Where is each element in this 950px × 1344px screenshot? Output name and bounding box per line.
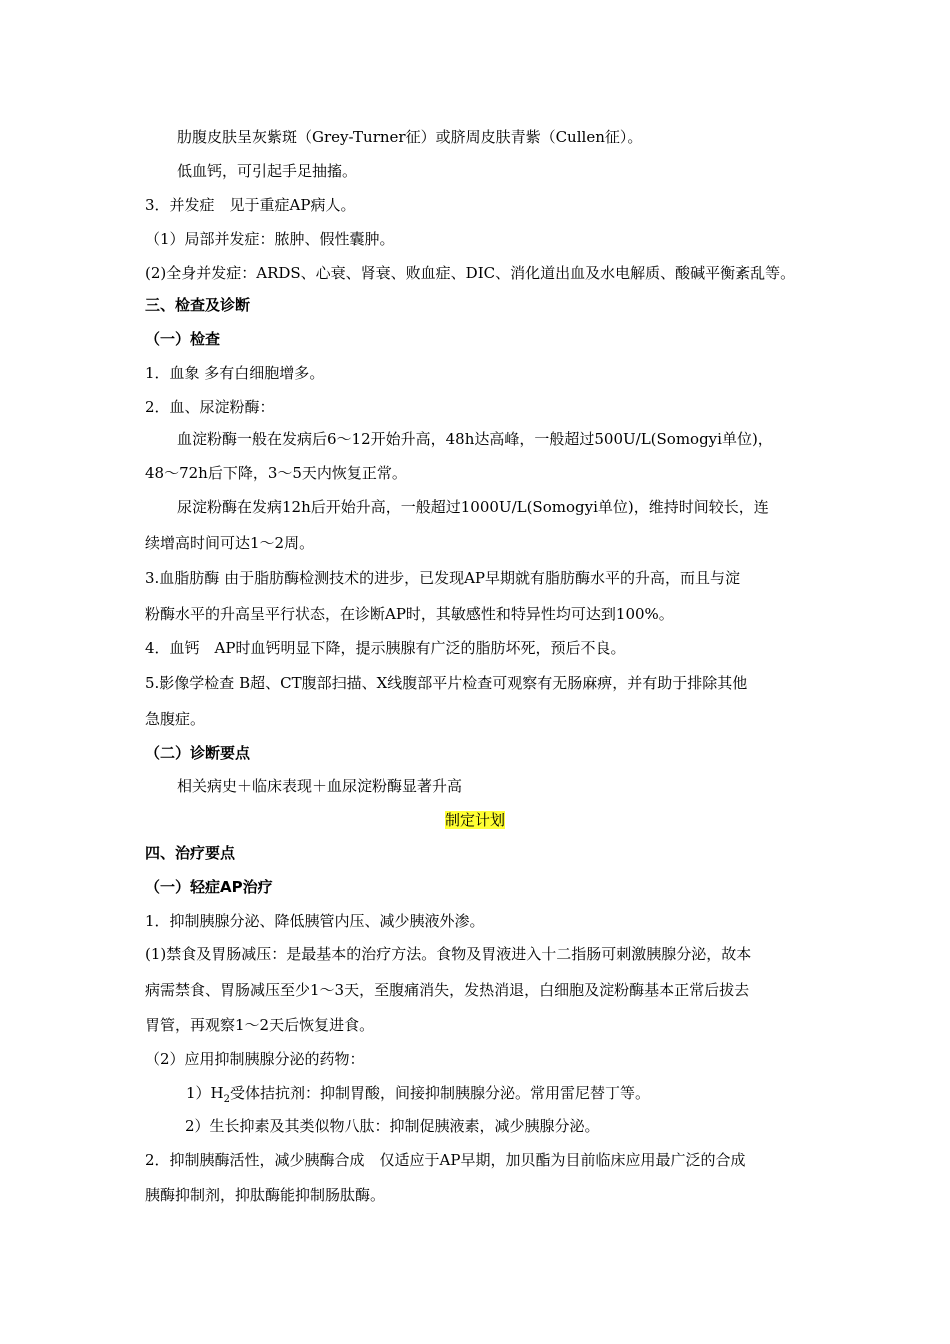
paragraph: 粉酶水平的升高呈平行状态，在诊断AP时，其敏感性和特异性均可达到100%。 bbox=[145, 605, 674, 623]
list-item: 2．抑制胰酶活性，减少胰酶合成 仅适应于AP早期，加贝酯为目前临床应用最广泛的合成 bbox=[145, 1151, 746, 1169]
list-item: 3．并发症 见于重症AP病人。 bbox=[145, 196, 356, 214]
list-item: 2）生长抑素及其类似物八肽：抑制促胰液素，减少胰腺分泌。 bbox=[185, 1117, 600, 1135]
paragraph: 尿淀粉酶在发病12h后开始升高，一般超过1000U/L(Somogyi单位)，维持时间较长，连 bbox=[177, 498, 769, 516]
item-text: 受体拮抗剂：抑制胃酸，间接抑制胰腺分泌。常用雷尼替丁等。 bbox=[230, 1084, 651, 1102]
paragraph: 续增高时间可达1～2周。 bbox=[145, 534, 315, 552]
highlight-text: 制定计划 bbox=[444, 811, 505, 829]
paragraph: 低血钙，可引起手足抽搐。 bbox=[177, 162, 358, 180]
list-item bbox=[186, 1083, 846, 1103]
list-item: (2)全身并发症：ARDS、心衰、肾衰、败血症、DIC、消化道出血及水电解质、酸碱平衡紊乱等。 bbox=[145, 264, 796, 282]
list-item: 4．血钙 AP时血钙明显下降，提示胰腺有广泛的脂肪坏死，预后不良。 bbox=[145, 639, 626, 657]
paragraph: 相关病史＋临床表现＋血尿淀粉酶显著升高 bbox=[177, 777, 463, 795]
subsection-heading: （一）检查 bbox=[145, 330, 221, 348]
subscript: 2 bbox=[223, 1094, 230, 1105]
list-item: 1．抑制胰腺分泌、降低胰管内压、减少胰液外渗。 bbox=[145, 912, 485, 930]
list-item: 3.血脂肪酶 由于脂肪酶检测技术的进步，已发现AP早期就有脂肪酶水平的升高，而且与淀 bbox=[145, 569, 741, 587]
list-item: (1)禁食及胃肠减压：是最基本的治疗方法。食物及胃液进入十二指肠可刺激胰腺分泌，故本 bbox=[145, 945, 752, 963]
section-heading: 三、检查及诊断 bbox=[145, 296, 251, 314]
section-heading: 四、治疗要点 bbox=[145, 844, 236, 862]
paragraph: 胃管，再观察1～2天后恢复进食。 bbox=[145, 1016, 375, 1034]
paragraph: 病需禁食、胃肠减压至少1～3天，至腹痛消失，发热消退，白细胞及淀粉酶基本正常后拔去 bbox=[145, 981, 750, 999]
paragraph: 胰酶抑制剂，抑肽酶能抑制肠肽酶。 bbox=[145, 1186, 386, 1204]
list-item: 5.影像学检查 B超、CT腹部扫描、X线腹部平片检查可观察有无肠麻痹，并有助于排除其他 bbox=[145, 674, 748, 692]
paragraph: 急腹症。 bbox=[145, 710, 206, 728]
highlighted-title bbox=[0, 810, 950, 830]
list-item: （2）应用抑制胰腺分泌的药物： bbox=[145, 1050, 365, 1068]
list-item: 2．血、尿淀粉酶： bbox=[145, 398, 275, 416]
item-prefix: 1）H bbox=[186, 1084, 224, 1102]
paragraph: 肋腹皮肤呈灰紫斑（Grey-Turner征）或脐周皮肤青紫（Cullen征）。 bbox=[177, 128, 643, 146]
list-item: 1．血象 多有白细胞增多。 bbox=[145, 364, 325, 382]
subsection-heading: （二）诊断要点 bbox=[145, 744, 251, 762]
list-item: （1）局部并发症：脓肿、假性囊肿。 bbox=[145, 230, 395, 248]
paragraph: 48～72h后下降，3～5天内恢复正常。 bbox=[145, 464, 407, 482]
subsection-heading: （一）轻症AP治疗 bbox=[145, 878, 273, 896]
paragraph: 血淀粉酶一般在发病后6～12开始升高，48h达高峰，一般超过500U/L(Somogyi单位)， bbox=[177, 430, 773, 448]
